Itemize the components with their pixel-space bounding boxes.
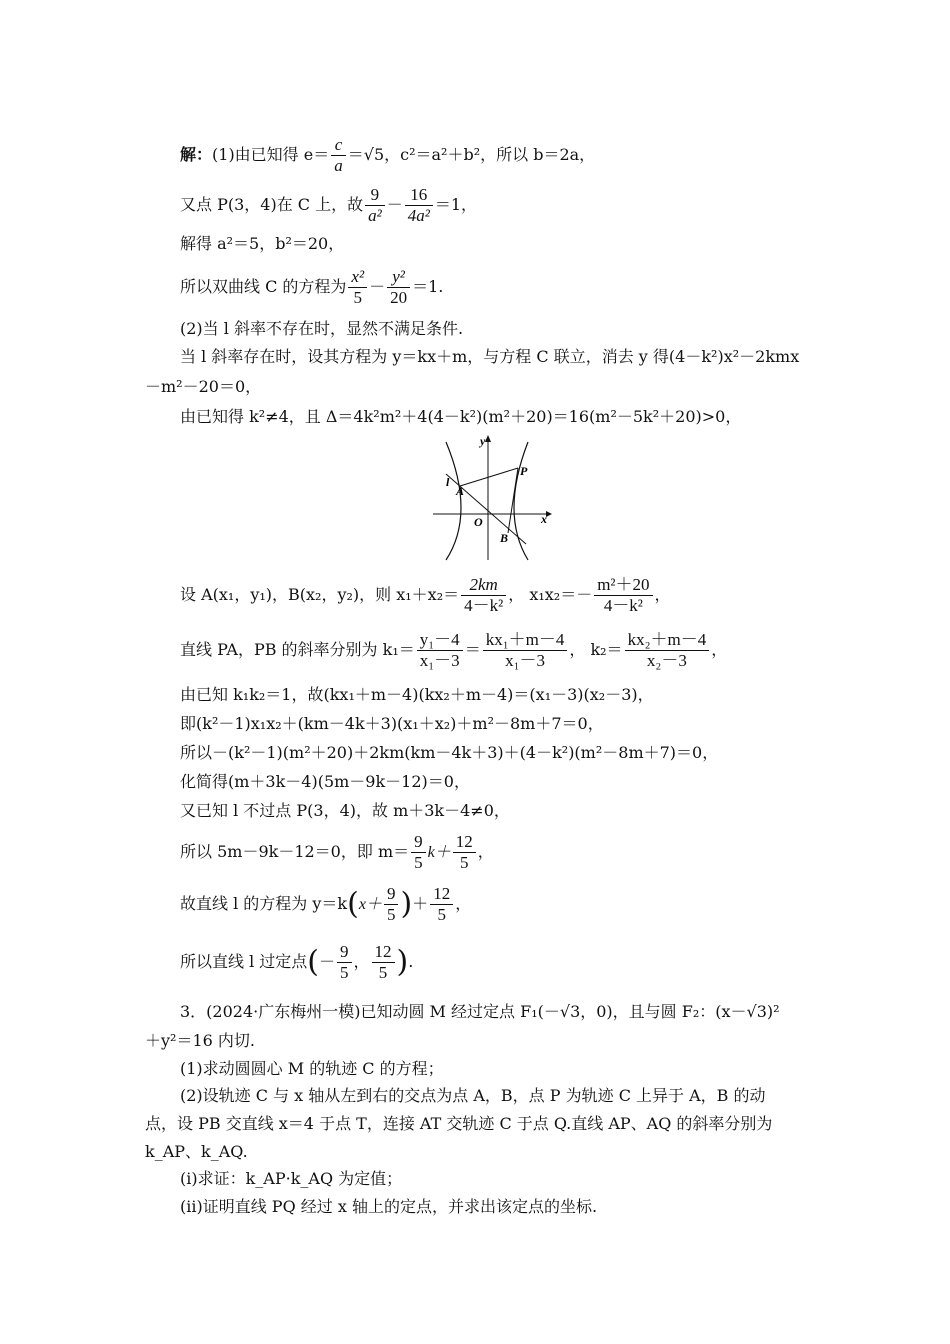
text: ，: [455, 894, 472, 913]
solution-line-8: 由已知得 k²≠4，且 Δ＝4k²m²＋4(4－k²)(m²＋20)＝16(m²－5k²＋20)>0，: [180, 407, 742, 426]
hyperbola-right-branch: [514, 442, 528, 560]
text: ＝1，: [434, 195, 478, 214]
text: 又点 P(3，4)在 C 上，故: [180, 195, 364, 214]
hyperbola-left-branch: [446, 442, 461, 560]
fraction-den: x₁－3: [419, 651, 460, 670]
text: 所以 5m－9k－12＝0，即 m＝: [180, 842, 410, 861]
fraction-num: y₁－4: [417, 630, 463, 651]
solution-line-13: 所以－(k²－1)(m²＋20)＋2km(km－4k＋3)＋(4－k²)(m²－8m＋7)＝0，: [180, 743, 719, 762]
fraction-den: 5: [340, 963, 349, 982]
fraction-den: 4－k²: [464, 596, 504, 615]
text: ＝√5，c²＝a²＋b²，所以 b＝2a，: [347, 145, 596, 164]
problem3-line-2: ＋y²＝16 内切.: [145, 1031, 255, 1050]
fraction-den: 4a²: [407, 206, 430, 225]
text: ，: [654, 585, 671, 604]
text: ＝: [464, 640, 481, 659]
fraction-num: 12: [430, 884, 453, 905]
fraction: [365, 185, 385, 226]
solution-line-14: 化简得(m＋3k－4)(5m－9k－12)＝0，: [180, 772, 470, 791]
label-x: x: [541, 512, 547, 526]
text: ＋: [412, 894, 429, 913]
hyperbola-figure: [428, 430, 560, 564]
fraction-den: 5: [386, 905, 396, 924]
fraction: [348, 267, 367, 308]
fraction-num: 12: [372, 942, 395, 963]
solution-line-5: (2)当 l 斜率不存在时，显然不满足条件.: [180, 319, 464, 338]
fraction: [483, 630, 568, 671]
text: ，: [353, 952, 370, 971]
text: ＝1.: [412, 277, 444, 296]
text: 所以直线 l 过定点: [180, 952, 308, 971]
fraction: [372, 942, 395, 983]
solution-line-18: 所以直线 l 过定点(－ $\frac{9}{5}$ ， $\frac{12}{5}$ ).: [180, 942, 414, 982]
fraction: [411, 832, 426, 873]
text: ，: [711, 640, 728, 659]
segment-pa: [460, 468, 518, 486]
label-a: A: [456, 484, 465, 498]
fraction-num: 9: [384, 884, 399, 905]
text: ，: [477, 842, 494, 861]
problem3-part-2: (2)设轨迹 C 与 x 轴从左到右的交点为点 A，B，点 P 为轨迹 C 上异于 A，B 的动: [180, 1086, 766, 1105]
solution-line-16: [180, 832, 494, 873]
text: (1)由已知得 e＝: [212, 145, 330, 164]
label-p: P: [520, 464, 528, 478]
fraction-den: a²: [368, 206, 382, 225]
solution-line-11: 由已知 k₁k₂＝1，故(kx₁＋m－4)(kx₂＋m－4)＝(x₁－3)(x₂－3)，: [180, 685, 654, 704]
solution-line-4: 所以双曲线 C 的方程为 $\frac{\text{x²}}{5}$ － $\frac{\text{y²}}{20}$ ＝1.: [180, 267, 444, 307]
fraction-num: 16: [405, 185, 433, 206]
segment-pb: [508, 468, 518, 533]
fraction: [594, 575, 652, 616]
problem3-part-ii: (ii)证明直线 PQ 经过 x 轴上的定点，并求出该定点的坐标.: [180, 1197, 598, 1216]
solution-line-10: [180, 630, 727, 671]
fraction: [625, 630, 710, 671]
fraction-den: x₂－3: [646, 651, 687, 670]
fraction: [453, 832, 476, 873]
text: 设 A(x₁，y₁)，B(x₂，y₂)，则 x₁＋x₂＝: [180, 585, 460, 604]
fraction: [337, 942, 352, 983]
problem3-line-1: 3．(2024·广东梅州一模)已知动圆 M 经过定点 F₁(－√3，0)，且与圆 F₂：(x－√3)²: [180, 1002, 780, 1021]
fraction-den: x₁－3: [505, 651, 545, 670]
label-y: y: [480, 434, 486, 448]
fraction-den: 5: [437, 905, 446, 924]
text: 所以双曲线 C 的方程为: [180, 277, 347, 296]
fraction-den: 20: [390, 288, 408, 307]
text: 故直线 l 的方程为 y＝k: [180, 894, 348, 913]
text: ， x₁x₂＝－: [508, 585, 593, 604]
fraction-num: 2km: [461, 575, 506, 596]
fraction-num: c: [331, 135, 346, 156]
label-o: O: [474, 515, 483, 529]
fraction-num: x²: [348, 267, 367, 288]
solution-label: 解：: [180, 145, 213, 164]
text: x＋: [358, 896, 382, 913]
solution-line-3: 解得 a²＝5，b²＝20，: [180, 234, 345, 253]
y-axis-arrow: [485, 435, 491, 442]
text: －: [319, 952, 336, 971]
label-l: l: [446, 475, 450, 489]
fraction-den: 5: [353, 288, 362, 307]
solution-line-7: －m²－20＝0，: [145, 377, 262, 396]
fraction: [387, 267, 410, 308]
text: k＋: [427, 844, 451, 861]
fraction-num: 9: [337, 942, 352, 963]
fraction-num: kx₂＋m－4: [625, 630, 710, 651]
solution-line-15: 又已知 l 不过点 P(3，4)，故 m＋3k－4≠0，: [180, 801, 510, 820]
fraction: [430, 884, 453, 925]
problem3-line-6: k_AP、k_AQ.: [145, 1142, 248, 1161]
fraction-den: 5: [378, 963, 388, 982]
problem3-line-5: 点，设 PB 交直线 x＝4 于点 T，连接 AT 交轨迹 C 于点 Q.直线 AP、AQ 的斜率分别为: [145, 1114, 773, 1133]
solution-line-2: 又点 P(3，4)在 C 上，故 $\frac{9}{\text{a²}}$ － $\frac{16}{\text{4a²}}$ ＝1，: [180, 185, 478, 225]
text: 直线 PA，PB 的斜率分别为 k₁＝: [180, 640, 415, 659]
problem3-part-1: (1)求动圆圆心 M 的轨迹 C 的方程；: [180, 1059, 444, 1078]
fraction-num: kx₁＋m－4: [483, 630, 568, 651]
fraction: [417, 630, 463, 671]
fraction-num: 12: [453, 832, 476, 853]
label-b: B: [500, 531, 509, 545]
fraction-den: 5: [414, 853, 423, 872]
fraction: [461, 575, 506, 616]
fraction-den: 4－k²: [603, 596, 643, 615]
fraction-den: 5: [459, 853, 469, 872]
fraction-num: m²＋20: [594, 575, 652, 596]
fraction-num: 9: [411, 832, 426, 853]
fraction: [384, 884, 399, 925]
text: .: [408, 952, 414, 971]
text: ， k₂＝: [569, 640, 623, 659]
problem3-part-i: (i)求证：k_AP·k_AQ 为定值；: [180, 1169, 403, 1188]
solution-line-6: 当 l 斜率存在时，设其方程为 y＝kx＋m，与方程 C 联立，消去 y 得(4－k²)x²－2kmx: [180, 347, 800, 366]
fraction-num: 9: [365, 185, 385, 206]
fraction-num: y²: [387, 267, 410, 288]
solution-line-9: [180, 575, 671, 616]
solution-line-12: 即(k²－1)x₁x₂＋(km－4k＋3)(x₁＋x₂)＋m²－8m＋7＝0，: [180, 714, 604, 733]
fraction-den: a: [334, 156, 343, 175]
solution-line-17: 故直线 l 的方程为 y＝k(x＋ $\frac{9}{5}$ )＋ $\frac{12}{5}$ ，: [180, 884, 472, 924]
fraction: [331, 135, 346, 176]
solution-line-1: [180, 135, 595, 176]
fraction: [405, 185, 433, 226]
